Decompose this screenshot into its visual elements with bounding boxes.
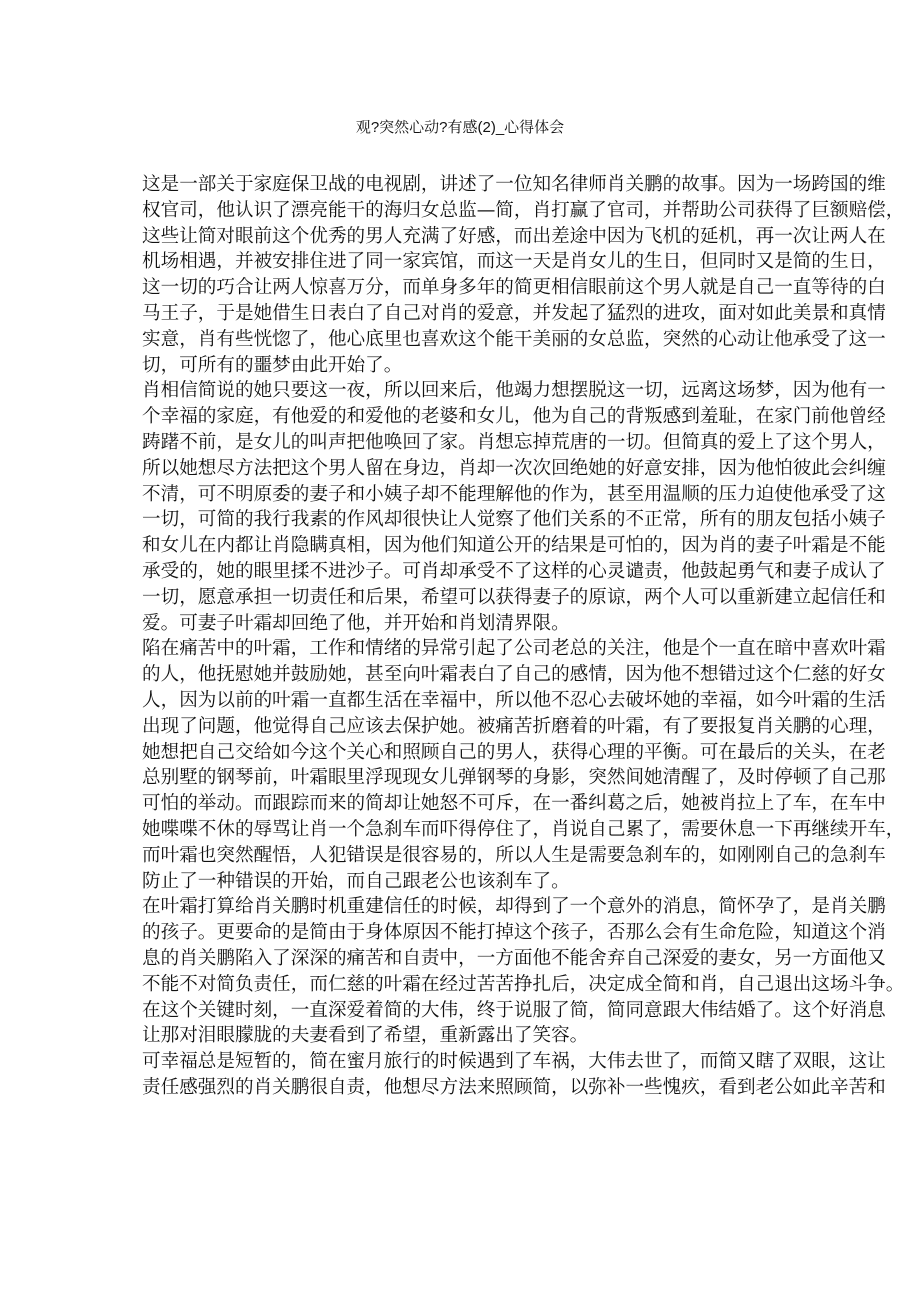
text-line: 所以她想尽方法把这个男人留在身边，肖却一次次回绝她的好意安排，因为他怕彼此会纠缠 bbox=[142, 457, 886, 479]
text-line: 在这个关键时刻，一直深爱着简的大伟，终于说服了简，简同意跟大伟结婚了。这个好消息 bbox=[142, 999, 886, 1021]
text-line: 可幸福总是短暂的，简在蜜月旅行的时候遇到了车祸，大伟去世了，而简又瞎了双眼，这让 bbox=[142, 1051, 886, 1073]
text-line: 不清，可不明原委的妻子和小姨子却不能理解他的作为，甚至用温顺的压力迫使他承受了这 bbox=[142, 483, 886, 505]
text-line: 她想把自己交给如今这个关心和照顾自己的男人，获得心理的平衡。可在最后的关头，在老 bbox=[142, 741, 886, 763]
text-line: 这是一部关于家庭保卫战的电视剧，讲述了一位知名律师肖关鹏的故事。因为一场跨国的维 bbox=[142, 174, 886, 195]
text-line: 这些让简对眼前这个优秀的男人充满了好感，而出差途中因为飞机的延机，再一次让两人在 bbox=[142, 225, 886, 247]
text-line: 踌躇不前，是女儿的叫声把他唤回了家。肖想忘掉荒唐的一切。但简真的爱上了这个男人， bbox=[142, 431, 886, 453]
paragraph bbox=[142, 894, 905, 1049]
text-line: 肖相信简说的她只要这一夜，所以回来后，他竭力想摆脱这一切，远离这场梦，因为他有一 bbox=[142, 380, 886, 402]
text-line: 出现了问题，他觉得自己应该去保护她。被痛苦折磨着的叶霜，有了要报复肖关鹏的心理， bbox=[142, 715, 886, 737]
paragraph bbox=[142, 1049, 886, 1101]
text-line: 实意，肖有些恍惚了，他心底里也喜欢这个能干美丽的女总监，突然的心动让他承受了这一 bbox=[142, 328, 886, 350]
text-line: 一切，愿意承担一切责任和后果，希望可以获得妻子的原谅，两个人可以重新建立起信任和 bbox=[142, 586, 886, 608]
document-body bbox=[142, 172, 905, 1101]
text-line: 的人，他抚慰她并鼓励她，甚至向叶霜表白了自己的感情，因为他不想错过这个仁慈的好女 bbox=[142, 664, 886, 686]
text-line: 可怕的举动。而跟踪而来的简却让她怒不可斥，在一番纠葛之后，她被肖拉上了车，在车中 bbox=[142, 793, 886, 815]
text-line: 切，可所有的噩梦由此开始了。 bbox=[142, 354, 403, 376]
paragraph bbox=[142, 378, 886, 636]
document-title: 观?突然心动?有感(2)_心得体会 bbox=[355, 119, 565, 136]
text-line: 这一切的巧合让两人惊喜万分，而单身多年的简更相信眼前这个男人就是自己一直等待的白 bbox=[142, 277, 886, 299]
text-line: 和女儿在内都让肖隐瞒真相，因为他们知道公开的结果是可怕的，因为肖的妻子叶霜是不能 bbox=[142, 535, 886, 557]
paragraph bbox=[142, 636, 905, 894]
text-line: 而叶霜也突然醒悟，人犯错误是很容易的，所以人生是需要急刹车的，如刚刚自己的急刹车 bbox=[142, 844, 886, 866]
text-line: 的孩子。更要命的是简由于身体原因不能打掉这个孩子，否那么会有生命危险，知道这个消 bbox=[142, 922, 886, 944]
text-line: 让那对泪眼朦胧的夫妻看到了希望，重新露出了笑容。 bbox=[142, 1025, 589, 1047]
text-line: 爱。可妻子叶霜却回绝了他，并开始和肖划清界限。 bbox=[142, 612, 570, 634]
text-line: 个幸福的家庭，有他爱的和爱他的老婆和女儿，他为自己的背叛感到羞耻，在家门前他曾经 bbox=[142, 406, 886, 428]
text-line: 陷在痛苦中的叶霜，工作和情绪的异常引起了公司老总的关注，他是个一直在暗中喜欢叶霜 bbox=[142, 638, 886, 660]
text-line: 不能不对简负责任，而仁慈的叶霜在经过苦苦挣扎后，决定成全简和肖，自己退出这场斗争。 bbox=[142, 973, 905, 995]
text-line: 责任感强烈的肖关鹏很自责，他想尽方法来照顾简，以弥补一些愧疚，看到老公如此辛苦和 bbox=[142, 1076, 886, 1098]
text-line: 总别墅的钢琴前，叶霜眼里浮现现女儿弹钢琴的身影，突然间她清醒了，及时停顿了自己那 bbox=[142, 767, 886, 789]
paragraph bbox=[142, 172, 905, 378]
text-line: 人，因为以前的叶霜一直都生活在幸福中，所以他不忍心去破坏她的幸福，如今叶霜的生活 bbox=[142, 689, 886, 711]
text-line: 马王子，于是她借生日表白了自己对肖的爱意，并发起了猛烈的进攻，面对如此美景和真情 bbox=[142, 302, 886, 324]
text-line: 承受的，她的眼里揉不进沙子。可肖却承受不了这样的心灵谴责，他鼓起勇气和妻子成认了 bbox=[142, 560, 886, 582]
text-line: 息的肖关鹏陷入了深深的痛苦和自责中，一方面他不能舍弃自己深爱的妻女，另一方面他又 bbox=[142, 947, 886, 969]
text-line: 她喋喋不休的辱骂让肖一个急刹车而吓得停住了，肖说自己累了，需要休息一下再继续开车， bbox=[142, 818, 905, 840]
text-line: 一切，可简的我行我素的作风却很快让人觉察了他们关系的不正常，所有的朋友包括小姨子 bbox=[142, 509, 886, 531]
text-line: 权官司，他认识了漂亮能干的海归女总监—简，肖打赢了官司，并帮助公司获得了巨额赔偿， bbox=[142, 199, 905, 221]
text-line: 在叶霜打算给肖关鹏时机重建信任的时候，却得到了一个意外的消息，简怀孕了，是肖关鹏 bbox=[142, 896, 886, 918]
text-line: 机场相遇，并被安排住进了同一家宾馆，而这一天是肖女儿的生日，但同时又是简的生日， bbox=[142, 251, 886, 273]
text-line: 防止了一种错误的开始，而自己跟老公也该刹车了。 bbox=[142, 870, 570, 892]
